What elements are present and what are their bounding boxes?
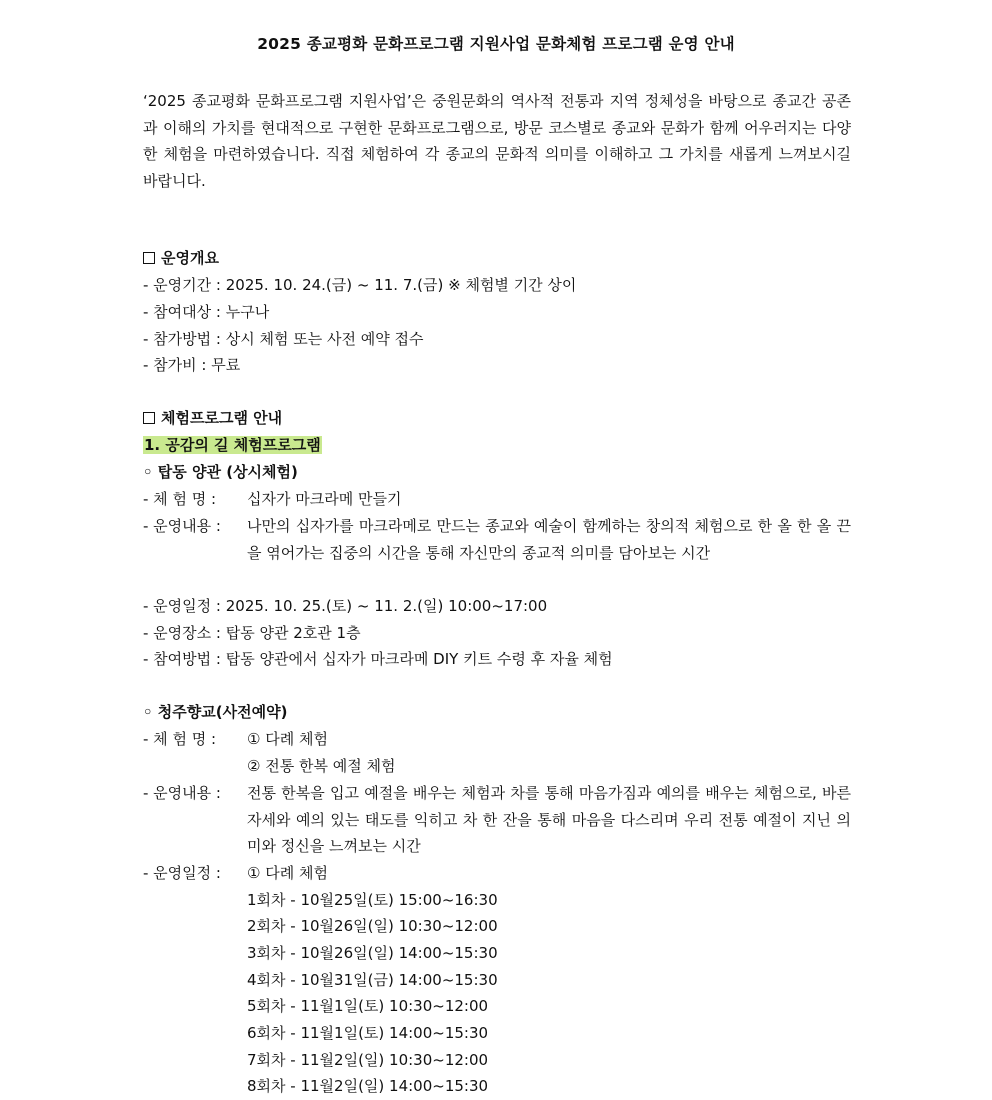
overview-heading-text: 운영개요 [161, 249, 219, 267]
tapdong-place: - 운영장소 : 탑동 양관 2호관 1층 [143, 624, 361, 642]
hyanggyo-schedule-title: ① 다례 체험 [247, 864, 328, 882]
checkbox-square-icon [143, 252, 155, 264]
hyanggyo-name-value-1: ① 다례 체험 [247, 730, 328, 748]
tapdong-content-value: 나만의 십자가를 마크라메로 만드는 종교와 예술이 함께하는 창의적 체험으로 한 올 한 올 끈을 엮어가는 집중의 시간을 통해 자신만의 종교적 의미를 담아보는 시간 [247, 517, 851, 562]
hyanggyo-content-value: 전통 한복을 입고 예절을 배우는 체험과 차를 통해 마음가짐과 예의를 배우는 체험으로, 바른 자세와 예의 있는 태도를 익히고 차 한 잔을 통해 마음을 다스리며 우리 전통 예절이 지닌 의미와 정신을 느껴보는 시간 [247, 784, 851, 856]
section1-heading [143, 435, 322, 455]
session-row: 2회차 - 10월26일(일) 10:30~12:00 [247, 917, 498, 935]
session-row: 1회차 - 10월25일(토) 15:00~16:30 [247, 891, 498, 909]
session-row: 3회차 - 10월26일(일) 14:00~15:30 [247, 944, 498, 962]
hyanggyo-name-value-2: ② 전통 한복 예절 체험 [247, 757, 396, 775]
overview-method: - 참가방법 : 상시 체험 또는 사전 예약 접수 [143, 330, 424, 348]
overview-heading [143, 248, 219, 268]
overview-target: - 참여대상 : 누구나 [143, 303, 270, 321]
tapdong-content-label: - 운영내용 : [143, 517, 221, 535]
hyanggyo-schedule-label: - 운영일정 : [143, 864, 221, 882]
tapdong-join: - 참여방법 : 탑동 양관에서 십자가 마크라메 DIY 키트 수령 후 자율 체험 [143, 650, 613, 668]
overview-fee: - 참가비 : 무료 [143, 356, 241, 374]
session-row: 7회차 - 11월2일(일) 10:30~12:00 [247, 1051, 489, 1069]
hyanggyo-content-label: - 운영내용 : [143, 784, 221, 802]
tapdong-schedule: - 운영일정 : 2025. 10. 25.(토) ~ 11. 2.(일) 10:00~17:00 [143, 597, 548, 615]
session-row: 8회차 - 11월2일(일) 14:00~15:30 [247, 1077, 489, 1095]
checkbox-square-icon [143, 412, 155, 424]
tapdong-name-label: - 체 험 명 : [143, 490, 217, 508]
hyanggyo-name-label: - 체 험 명 : [143, 730, 217, 748]
tapdong-name-value: 십자가 마크라메 만들기 [247, 490, 402, 508]
program-heading [143, 408, 282, 428]
session-row: 5회차 - 11월1일(토) 10:30~12:00 [247, 997, 489, 1015]
session-row: 6회차 - 11월1일(토) 14:00~15:30 [247, 1024, 489, 1042]
tapdong-heading: ◦ 탑동 양관 (상시체험) [143, 463, 298, 481]
document-title: 2025 종교평화 문화프로그램 지원사업 문화체험 프로그램 운영 안내 [257, 35, 735, 53]
program-heading-text: 체험프로그램 안내 [161, 409, 283, 427]
session-row: 4회차 - 10월31일(금) 14:00~15:30 [247, 971, 498, 989]
hyanggyo-heading: ◦ 청주향교(사전예약) [143, 703, 288, 721]
overview-period: - 운영기간 : 2025. 10. 24.(금) ~ 11. 7.(금) ※ 체험별 기간 상이 [143, 276, 577, 294]
section1-highlight: 1. 공감의 길 체험프로그램 [144, 436, 321, 454]
intro-paragraph: ‘2025 종교평화 문화프로그램 지원사업’은 중원문화의 역사적 전통과 지역 정체성을 바탕으로 종교간 공존과 이해의 가치를 현대적으로 구현한 문화프로그램으로, 방문 코스별로 종교와 문화가 함께 어우러지는 다양한 체험을 마련하였습니다. 직접 체험하여 각 종교의 문화적 의미를 이해하고 그 가치를 새롭게 느껴보시길 바랍니다. [143, 92, 851, 190]
